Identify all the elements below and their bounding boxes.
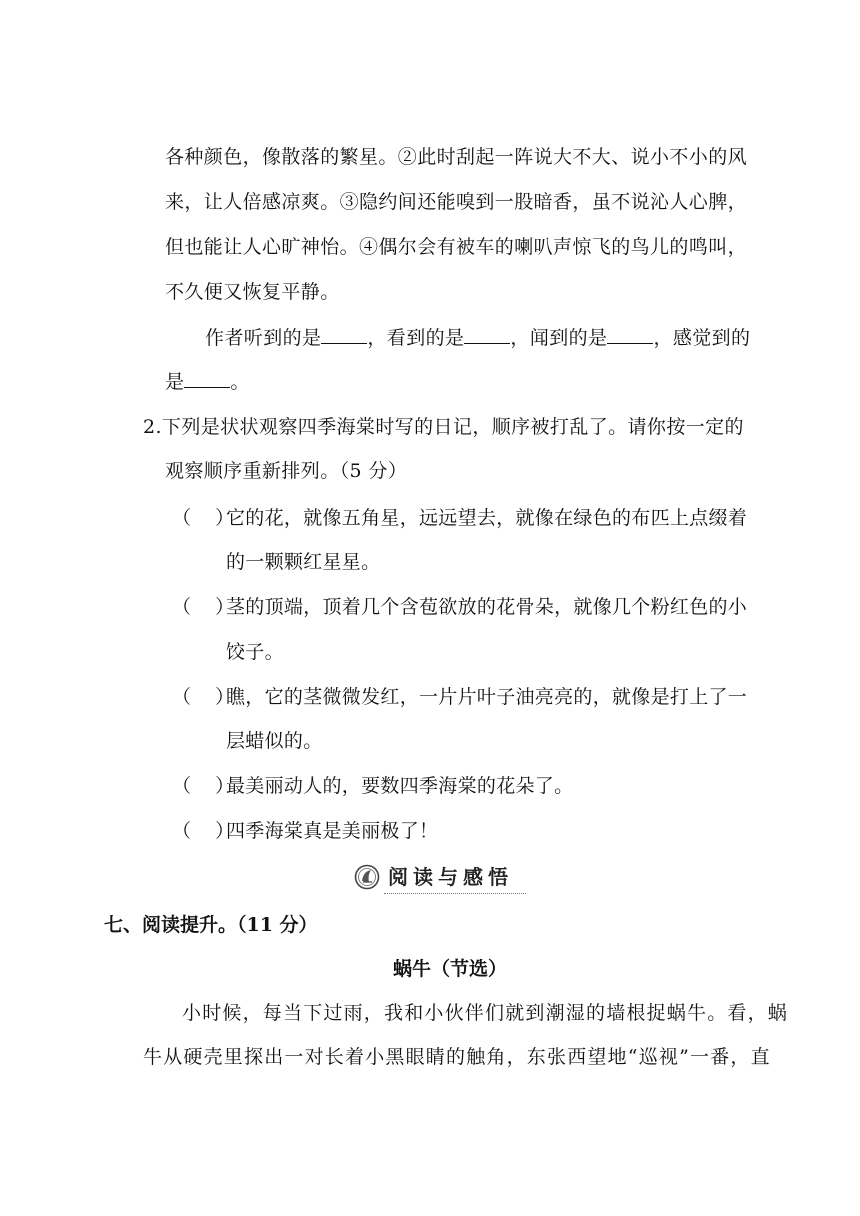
option-3-line-2: 层蜡似的。 — [226, 730, 323, 752]
fill-text-period: 。 — [230, 371, 250, 393]
section-banner — [354, 862, 526, 896]
option-4-line-1: 最美丽动人的，要数四季海棠的花朵了。 — [226, 775, 574, 797]
passage-line-1: 各种颜色，像散落的繁星。②此时刮起一阵说大不大、说小不小的风 — [165, 146, 748, 168]
passage-line-4: 不久便又恢复平静。 — [165, 281, 340, 303]
order-box-4[interactable]: （ ） — [172, 775, 235, 797]
option-2-line-1: 茎的顶端，顶着几个含苞欲放的花骨朵，就像几个粉红色的小 — [226, 596, 748, 618]
fill-text-saw: ，看到的是 — [367, 327, 465, 349]
banner-underline — [384, 893, 526, 894]
section-7-title: 七、阅读提升。（11 分） — [104, 914, 318, 936]
order-box-1[interactable]: （ ） — [172, 507, 235, 529]
answer-blank-smelled[interactable] — [607, 325, 653, 344]
order-box-5[interactable]: （ ） — [172, 820, 235, 842]
reading-emblem-icon — [354, 864, 380, 890]
fill-text-is: 是 — [165, 371, 185, 393]
answer-blank-saw[interactable] — [464, 325, 510, 344]
answer-blank-heard[interactable] — [321, 325, 367, 344]
story-line-1: 小时候，每当下过雨，我和小伙伴们就到潮湿的墙根捉蜗牛。看，蜗 — [182, 1002, 789, 1024]
banner-title: 阅读与感悟 — [388, 865, 513, 889]
question-2-prompt: 2.下列是状状观察四季海棠时写的日记，顺序被打乱了。请你按一定的 — [143, 416, 744, 438]
fill-text-felt: ，感觉到的 — [653, 327, 751, 349]
option-3-line-1: 瞧，它的茎微微发红，一片片叶子油亮亮的，就像是打上了一 — [226, 686, 748, 708]
order-box-3[interactable]: （ ） — [172, 686, 235, 708]
fill-text-heard: 作者听到的是 — [205, 327, 322, 349]
fill-text-smelled: ，闻到的是 — [510, 327, 608, 349]
option-5-line-1: 四季海棠真是美丽极了！ — [226, 820, 439, 842]
answer-blank-felt[interactable] — [184, 369, 230, 388]
story-line-2: 牛从硬壳里探出一对长着小黑眼睛的触角，东张西望地“巡视”一番，直 — [143, 1046, 771, 1068]
fill-question-line-2 — [165, 367, 250, 397]
passage-line-2: 来，让人倍感凉爽。③隐约间还能嗅到一股暗香，虽不说沁人心脾， — [165, 191, 748, 213]
story-title: 蜗牛（节选） — [392, 958, 507, 980]
question-2-prompt-cont: 观察顺序重新排列。（5 分） — [165, 460, 408, 482]
passage-line-3: 但也能让人心旷神怡。④偶尔会有被车的喇叭声惊飞的鸟儿的鸣叫， — [165, 236, 748, 258]
order-box-2[interactable]: （ ） — [172, 596, 235, 618]
option-1-line-2: 的一颗颗红星星。 — [226, 551, 381, 573]
option-2-line-2: 饺子。 — [226, 641, 284, 663]
fill-question-line-1 — [205, 323, 750, 353]
option-1-line-1: 它的花，就像五角星，远远望去，就像在绿色的布匹上点缀着 — [226, 507, 748, 529]
